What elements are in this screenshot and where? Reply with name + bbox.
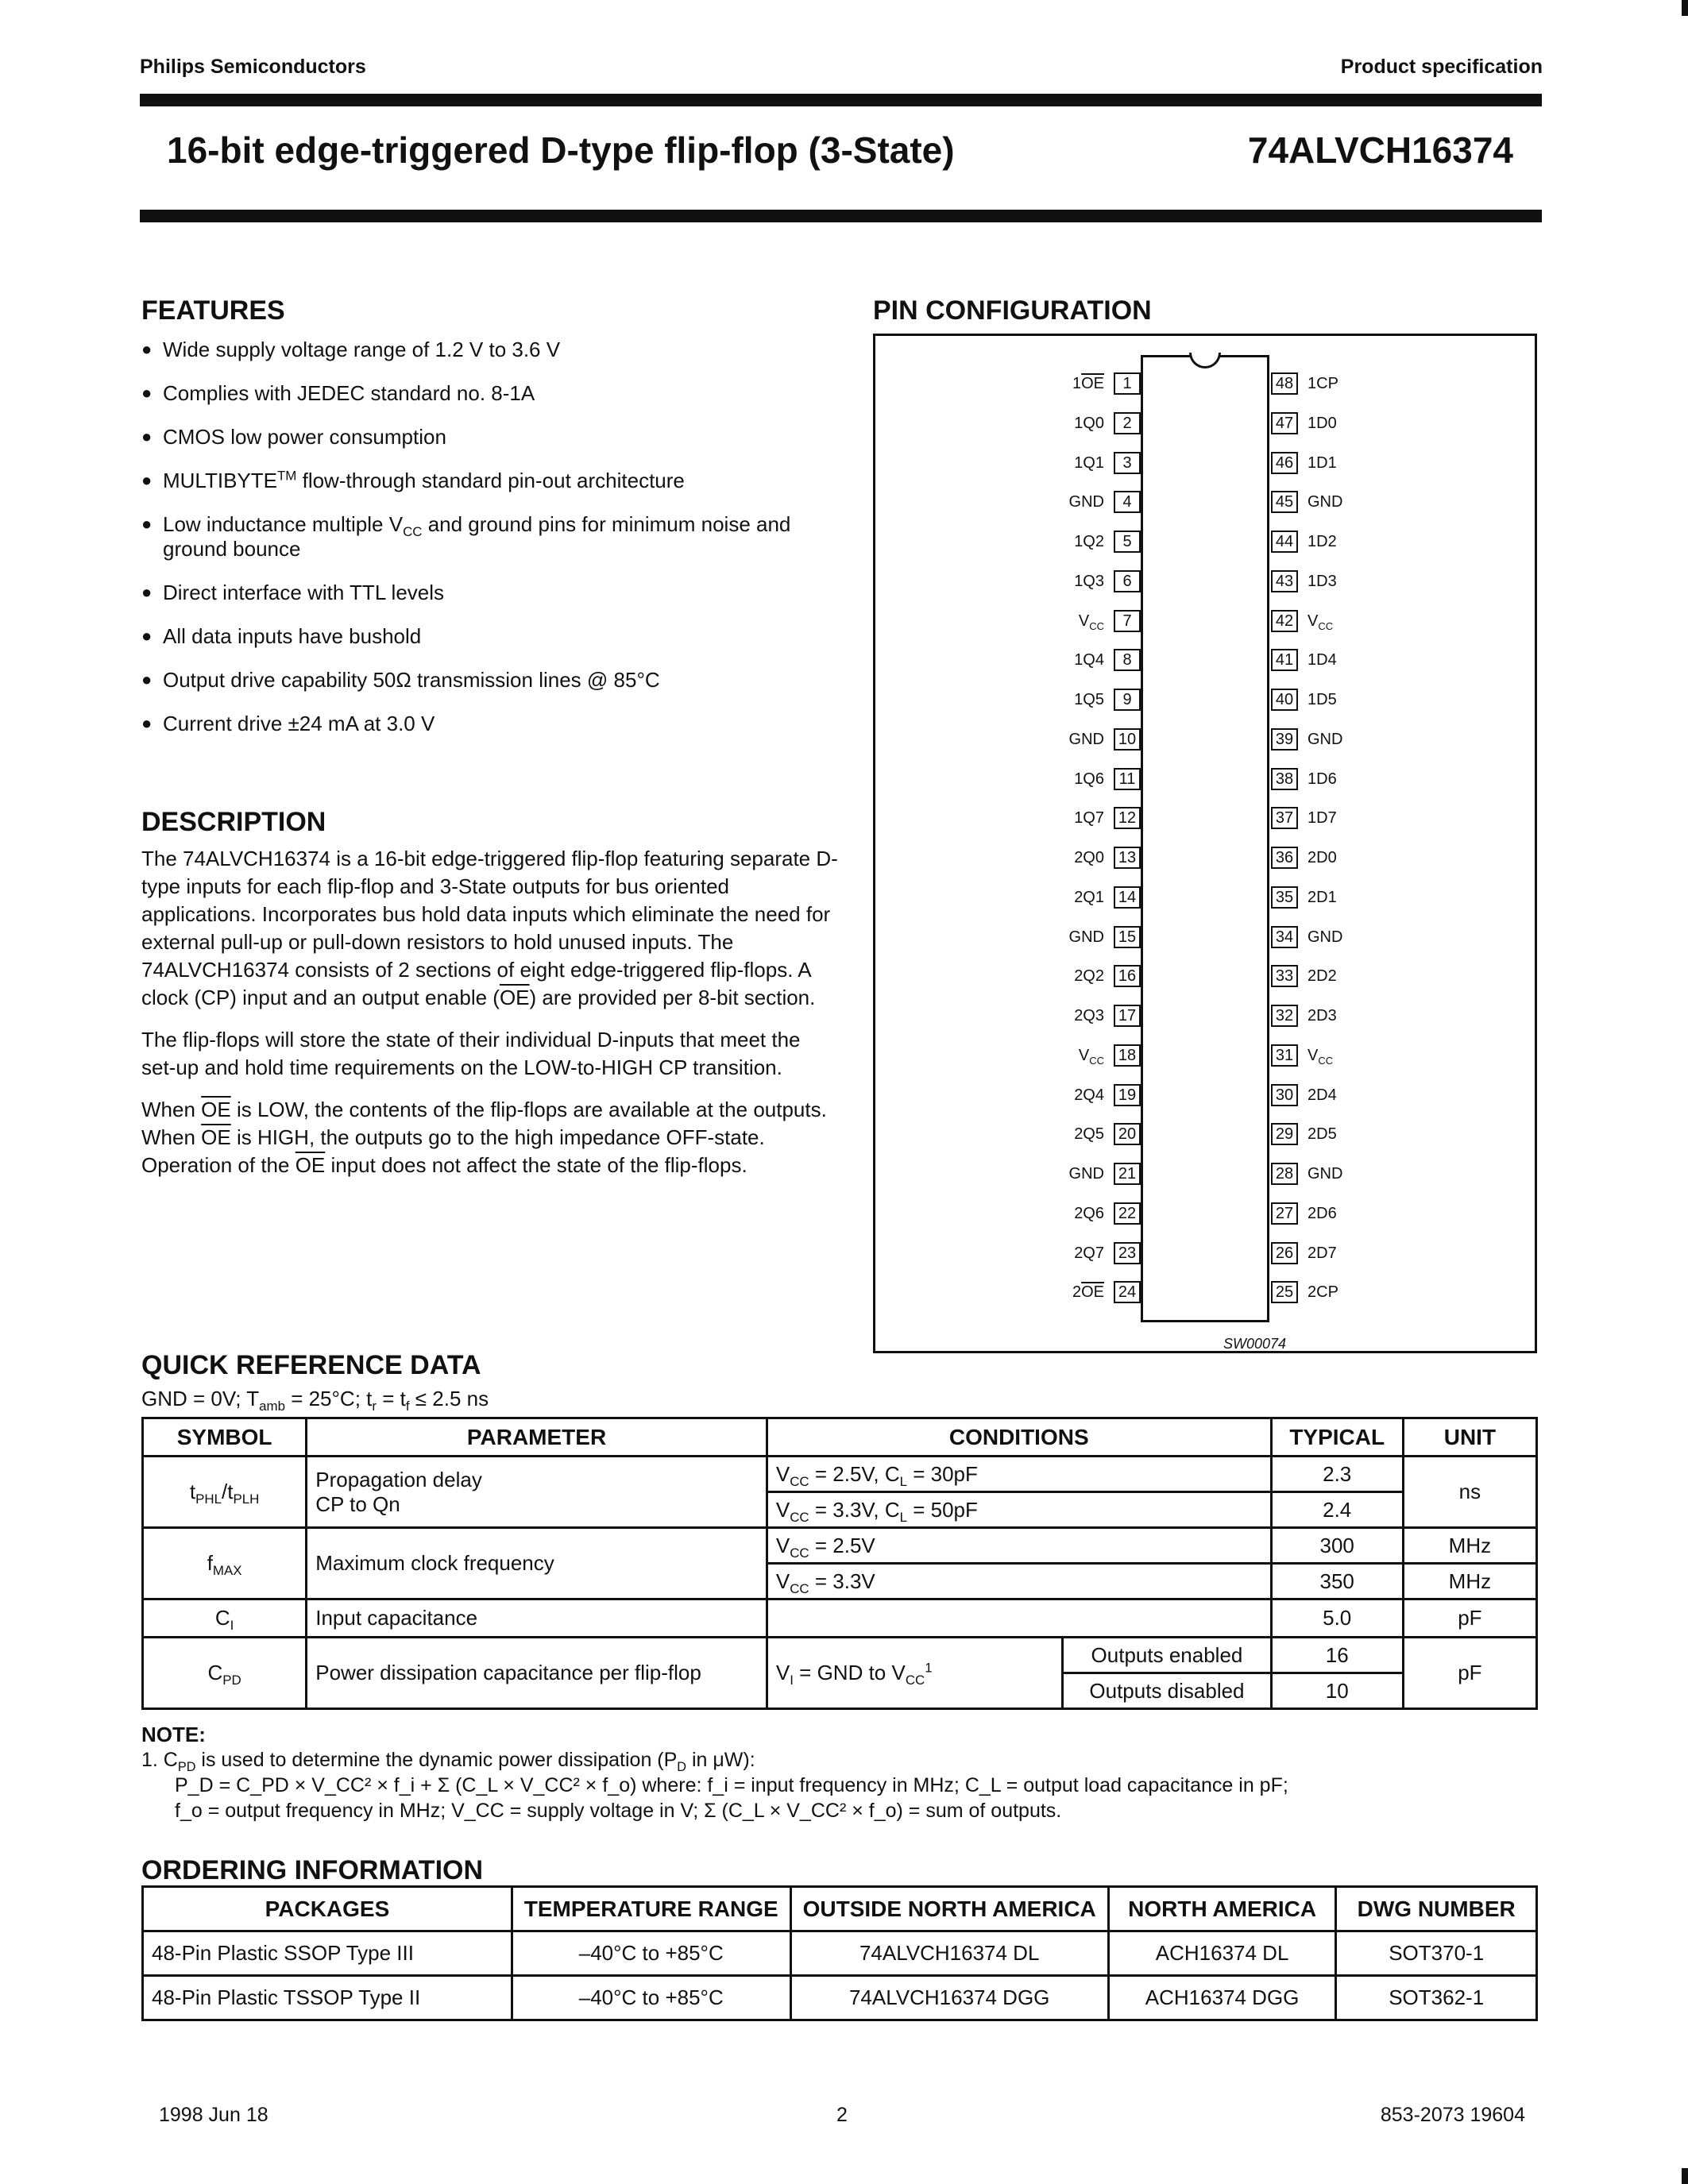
- pin-name: 1D5: [1308, 691, 1337, 708]
- condition-cell: $V_{CC} = 3.3V$: [767, 1564, 1271, 1599]
- column-header: SYMBOL: [143, 1418, 307, 1457]
- pin-name: $1\overline{OE}$: [1072, 375, 1104, 392]
- pin-name: 2D4: [1308, 1086, 1337, 1104]
- pin-number: 9: [1114, 689, 1141, 711]
- note-formula-line: P_D = C_PD × V_CC² × f_i + Σ (C_L × V_CC² × f_o) where: f_i = input frequency in MHz; C_L = output load capacitance in pF;: [175, 1774, 1288, 1796]
- pin-number: 29: [1271, 1123, 1298, 1145]
- pin-number: 19: [1114, 1084, 1141, 1106]
- pin-number: 16: [1114, 965, 1141, 987]
- pin-name: GND: [1068, 730, 1104, 748]
- pin-name: GND: [1068, 928, 1104, 946]
- pin-name: 1Q2: [1074, 533, 1104, 550]
- ordering-table: [141, 1885, 1538, 2021]
- condition-cell: $V_{CC} = 3.3V$, $C_L = 50pF$: [767, 1492, 1271, 1528]
- table-row: [143, 1599, 1537, 1638]
- pin-number: 43: [1271, 570, 1298, 592]
- dwg-number-cell: SOT370-1: [1336, 1931, 1537, 1976]
- condition-cell: $V_{CC} = 2.5V$, $C_L = 30pF$: [767, 1457, 1271, 1492]
- north-america-cell: ACH16374 DGG: [1108, 1976, 1336, 2020]
- ordering-heading: ORDERING INFORMATION: [141, 1855, 484, 1885]
- features-heading: FEATURES: [141, 295, 285, 326]
- unit-cell: ns: [1403, 1457, 1536, 1528]
- pin-name: 1D4: [1308, 651, 1337, 669]
- package-cell: 48-Pin Plastic SSOP Type III: [143, 1931, 512, 1976]
- pin-number: 44: [1271, 531, 1298, 553]
- pin-name: 1Q5: [1074, 691, 1104, 708]
- note-title: NOTE:: [141, 1723, 206, 1746]
- pin-name: $V_{CC}$: [1078, 1046, 1104, 1067]
- pin-number: 36: [1271, 847, 1298, 869]
- table-row: [143, 1976, 1537, 2020]
- column-header: TYPICAL: [1271, 1418, 1403, 1457]
- description-heading: DESCRIPTION: [141, 807, 326, 837]
- temperature-cell: –40°C to +85°C: [512, 1976, 790, 2020]
- pin-name: 2D5: [1308, 1125, 1337, 1144]
- pin-name: 1D1: [1308, 453, 1337, 472]
- pin-number: 31: [1271, 1044, 1298, 1067]
- figure-id: SW00074: [1223, 1336, 1287, 1352]
- pin-name: GND: [1308, 928, 1343, 946]
- column-header: DWG NUMBER: [1336, 1887, 1537, 1931]
- pin-name: 1Q1: [1074, 453, 1104, 472]
- column-header: UNIT: [1403, 1418, 1536, 1457]
- subcondition-cell: Outputs enabled: [1063, 1638, 1271, 1673]
- pin-name: 1CP: [1308, 375, 1338, 392]
- pin-number: 11: [1114, 768, 1141, 790]
- footer-doc-code: 853-2073 19604: [1380, 2104, 1525, 2126]
- description-paragraph: The 74ALVCH16374 is a 16-bit edge-triggered flip-flop featuring separate D-type inputs for each flip-flop and 3-State outputs for bus oriented applications. Incorporates bus hold data inputs which eliminate the need for external pull-up or pull-down resistors to hold unused inputs. The 74ALVCH16374 consists of 2 sections of eight edge-triggered flip-flops. A clock (CP) input and an output enable $(\overline{OE})$ are provided per 8-bit section.: [141, 847, 838, 1009]
- pin-number: 25: [1271, 1281, 1298, 1303]
- pin-name: 2D6: [1308, 1204, 1337, 1222]
- pin-name: 1Q7: [1074, 809, 1104, 828]
- parameter-cell: Propagation delay CP to Qn: [307, 1457, 767, 1528]
- typical-cell: 2.4: [1271, 1492, 1403, 1528]
- crop-mark: [1682, 0, 1688, 16]
- symbol-cell: $f_{MAX}$: [143, 1528, 307, 1599]
- parameter-cell: Input capacitance: [307, 1599, 767, 1638]
- pin-number: 6: [1114, 570, 1141, 592]
- pin-name: 1D7: [1308, 809, 1337, 828]
- pin-name: GND: [1308, 730, 1343, 748]
- pin-name: 1Q4: [1074, 651, 1104, 669]
- pin-number: 4: [1114, 491, 1141, 513]
- document-type: Product specification: [1340, 56, 1543, 78]
- pin-name: 1D2: [1308, 533, 1337, 550]
- pin-number: 37: [1271, 807, 1298, 829]
- description-paragraph: When $\overline{OE}$ is LOW, the contents of the flip-flops are available at the outputs. When $\overline{OE}$ is HIGH, the outputs go to the high impedance OFF-state. Operation of the $\overline{OE}$ input does not affect the state of the flip-flops.: [141, 1098, 827, 1177]
- parameter-cell: Power dissipation capacitance per flip-flop: [307, 1638, 767, 1709]
- typical-cell: 16: [1271, 1638, 1403, 1673]
- note-block: [141, 1722, 1288, 1823]
- condition-cell: $V_I$ = GND to $V_{CC}^1$: [767, 1638, 1062, 1709]
- pin-number: 47: [1271, 412, 1298, 434]
- pin-name: GND: [1068, 1165, 1104, 1183]
- pin-number: 5: [1114, 531, 1141, 553]
- unit-cell: MHz: [1403, 1528, 1536, 1564]
- feature-item: ● Complies with JEDEC standard no. 8-1A: [141, 381, 840, 406]
- column-header: CONDITIONS: [767, 1418, 1271, 1457]
- column-header: OUTSIDE NORTH AMERICA: [790, 1887, 1108, 1931]
- pin-number: 30: [1271, 1084, 1298, 1106]
- pin-name: 2D0: [1308, 849, 1337, 866]
- ic-package-outline: [1141, 355, 1269, 1322]
- pin-name: 2Q5: [1074, 1125, 1104, 1144]
- pin-name: 2Q0: [1074, 849, 1104, 866]
- pin-number: 1: [1114, 372, 1141, 395]
- company-name: Philips Semiconductors: [140, 56, 366, 78]
- pin-name: 2Q7: [1074, 1244, 1104, 1262]
- pin-name: 2Q6: [1074, 1204, 1104, 1222]
- outside-na-cell: 74ALVCH16374 DL: [790, 1931, 1108, 1976]
- feature-item: ● Wide supply voltage range of 1.2 V to 3.6 V: [141, 338, 840, 362]
- quick-ref-conditions: GND = 0V; $T_{amb} = 25^\circ C$; $t_r = t_f \le 2.5$ ns: [141, 1387, 489, 1414]
- table-row: [143, 1931, 1537, 1976]
- quick-ref-table: [141, 1417, 1538, 1710]
- pin-name: 2D7: [1308, 1244, 1337, 1262]
- pin-number: 10: [1114, 728, 1141, 751]
- condition-cell: $V_{CC} = 2.5V$: [767, 1528, 1271, 1564]
- pin-number: 17: [1114, 1005, 1141, 1027]
- symbol-cell: $t_{PHL}/t_{PLH}$: [143, 1457, 307, 1528]
- pin-number: 23: [1114, 1242, 1141, 1264]
- pin-name: $V_{CC}$: [1078, 612, 1104, 632]
- pin-number: 39: [1271, 728, 1298, 751]
- table-header-row: [143, 1887, 1537, 1931]
- features-list: [141, 338, 840, 755]
- column-header: PACKAGES: [143, 1887, 512, 1931]
- page-title: 16-bit edge-triggered D-type flip-flop (3-State): [167, 129, 955, 171]
- pin-name: GND: [1308, 493, 1343, 511]
- pin-number: 14: [1114, 886, 1141, 909]
- pin-name: 2Q2: [1074, 967, 1104, 986]
- pin-number: 15: [1114, 926, 1141, 948]
- pin-number: 12: [1114, 807, 1141, 829]
- pin-number: 34: [1271, 926, 1298, 948]
- pin-name: 2Q1: [1074, 888, 1104, 906]
- unit-cell: pF: [1403, 1599, 1536, 1638]
- pin-name: 1Q3: [1074, 572, 1104, 590]
- typical-cell: 350: [1271, 1564, 1403, 1599]
- pin-number: 8: [1114, 649, 1141, 671]
- outside-na-cell: 74ALVCH16374 DGG: [790, 1976, 1108, 2020]
- pin-number: 3: [1114, 452, 1141, 474]
- unit-cell: pF: [1403, 1638, 1536, 1709]
- pin-name: $2\overline{OE}$: [1072, 1283, 1104, 1302]
- description-body: [141, 845, 840, 1194]
- pin-name: 2D2: [1308, 967, 1337, 986]
- typical-cell: 300: [1271, 1528, 1403, 1564]
- typical-cell: 10: [1271, 1673, 1403, 1709]
- table-header-row: [143, 1418, 1537, 1457]
- feature-item: ● CMOS low power consumption: [141, 425, 840, 450]
- feature-item: ● Current drive ±24 mA at 3.0 V: [141, 712, 840, 736]
- feature-item: ● Output drive capability 50Ω transmission lines @ 85°C: [141, 668, 840, 693]
- pin-name: 1Q0: [1074, 414, 1104, 432]
- typical-cell: 5.0: [1271, 1599, 1403, 1638]
- north-america-cell: ACH16374 DL: [1108, 1931, 1336, 1976]
- pin-number: 2: [1114, 412, 1141, 434]
- pin-number: 45: [1271, 491, 1298, 513]
- pin-number: 46: [1271, 452, 1298, 474]
- subcondition-cell: Outputs disabled: [1063, 1673, 1271, 1709]
- pin-number: 35: [1271, 886, 1298, 909]
- pin-name: $V_{CC}$: [1308, 612, 1334, 632]
- temperature-cell: –40°C to +85°C: [512, 1931, 790, 1976]
- symbol-cell: $C_{PD}$: [143, 1638, 307, 1709]
- unit-cell: MHz: [1403, 1564, 1536, 1599]
- pin-number: 41: [1271, 649, 1298, 671]
- header-rule-top: [140, 94, 1542, 106]
- pin-number: 20: [1114, 1123, 1141, 1145]
- pin-number: 40: [1271, 689, 1298, 711]
- dwg-number-cell: SOT362-1: [1336, 1976, 1537, 2020]
- quick-ref-heading: QUICK REFERENCE DATA: [141, 1350, 481, 1380]
- pin-number: 22: [1114, 1202, 1141, 1225]
- pin-name: 2Q3: [1074, 1007, 1104, 1024]
- condition-cell: [767, 1599, 1271, 1638]
- pin-name: GND: [1308, 1165, 1343, 1183]
- pin-number: 18: [1114, 1044, 1141, 1067]
- feature-item: ● Direct interface with TTL levels: [141, 581, 840, 605]
- footer-page-number: 2: [836, 2104, 848, 2126]
- pin-number: 33: [1271, 965, 1298, 987]
- pin-number: 21: [1114, 1163, 1141, 1185]
- package-cell: 48-Pin Plastic TSSOP Type II: [143, 1976, 512, 2020]
- pin-number: 28: [1271, 1163, 1298, 1185]
- feature-item: ● All data inputs have bushold: [141, 624, 840, 649]
- pin-number: 26: [1271, 1242, 1298, 1264]
- column-header: NORTH AMERICA: [1108, 1887, 1336, 1931]
- pin-number: 24: [1114, 1281, 1141, 1303]
- pin-number: 27: [1271, 1202, 1298, 1225]
- column-header: TEMPERATURE RANGE: [512, 1887, 790, 1931]
- pin-number: 38: [1271, 768, 1298, 790]
- description-paragraph: The flip-flops will store the state of their individual D-inputs that meet the set-up and hold time requirements on the LOW-to-HIGH CP transition.: [141, 1028, 801, 1079]
- pin-number: 48: [1271, 372, 1298, 395]
- crop-mark: [1682, 2168, 1688, 2184]
- typical-cell: 2.3: [1271, 1457, 1403, 1492]
- pin-number: 7: [1114, 610, 1141, 632]
- feature-item: ● Low inductance multiple $V_{CC}$ and ground pins for minimum noise and ground bounce: [141, 512, 840, 561]
- footer-date: 1998 Jun 18: [159, 2104, 268, 2126]
- note-formula-line: f_o = output frequency in MHz; V_CC = supply voltage in V; Σ (C_L × V_CC² × f_o) = sum of outputs.: [175, 1800, 1062, 1822]
- table-row: [143, 1638, 1537, 1673]
- part-number: 74ALVCH16374: [1247, 129, 1513, 171]
- note-line: 1. $C_{PD}$ is used to determine the dynamic power dissipation ($P_D$ in μW):: [141, 1749, 755, 1774]
- pin-name: 2Q4: [1074, 1086, 1104, 1104]
- symbol-cell: $C_I$: [143, 1599, 307, 1638]
- pin-name: 2D1: [1308, 888, 1337, 906]
- pin-config-heading: PIN CONFIGURATION: [873, 295, 1152, 326]
- pin-name: $V_{CC}$: [1308, 1046, 1334, 1067]
- pin-name: 1Q6: [1074, 770, 1104, 788]
- table-row: [143, 1528, 1537, 1564]
- parameter-cell: Maximum clock frequency: [307, 1528, 767, 1599]
- header-rule-bottom: [140, 210, 1542, 222]
- pin-name: 2CP: [1308, 1283, 1338, 1302]
- pin-name: GND: [1068, 493, 1104, 511]
- pin-number: 42: [1271, 610, 1298, 632]
- column-header: PARAMETER: [307, 1418, 767, 1457]
- pin-number: 32: [1271, 1005, 1298, 1027]
- pin-name: 1D3: [1308, 572, 1337, 590]
- pin-name: 2D3: [1308, 1007, 1337, 1024]
- pin-name: 1D6: [1308, 770, 1337, 788]
- feature-item: ● MULTIBYTE™ flow-through standard pin-out architecture: [141, 469, 840, 493]
- table-row: [143, 1457, 1537, 1492]
- pin-name: 1D0: [1308, 414, 1337, 432]
- pin-number: 13: [1114, 847, 1141, 869]
